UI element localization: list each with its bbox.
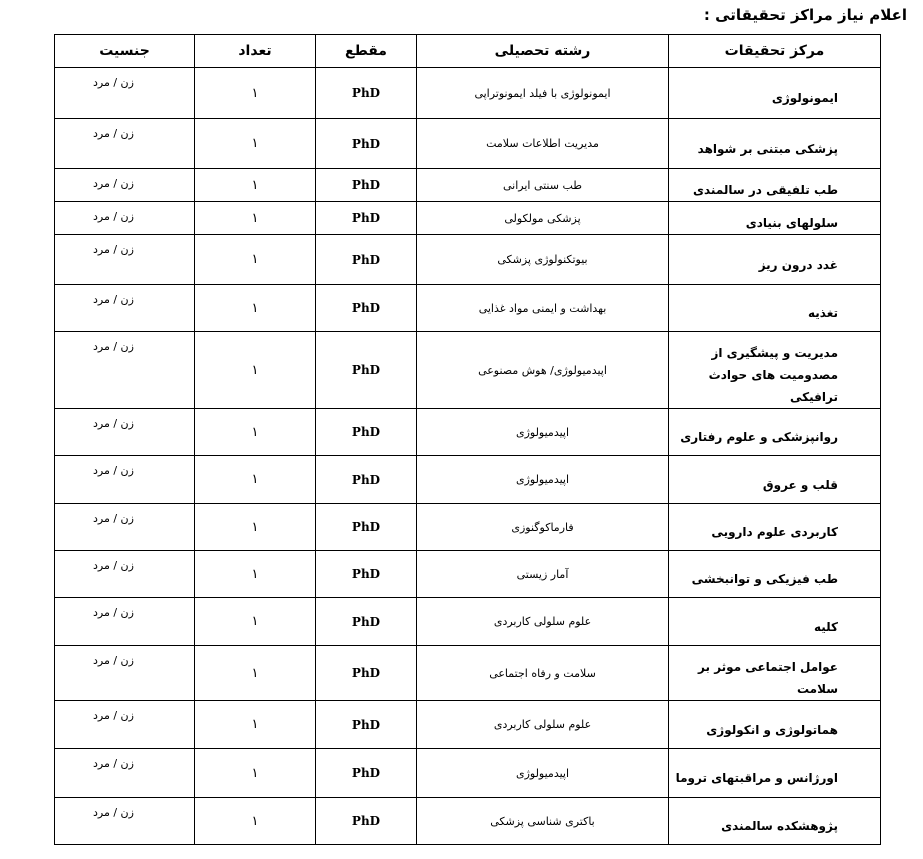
cell-degree — [316, 504, 417, 551]
cell-gender-text: زن / مرد — [93, 177, 134, 190]
cell-gender — [55, 701, 195, 749]
cell-field — [417, 646, 669, 701]
cell-degree-text: PhD — [351, 472, 381, 487]
cell-field — [417, 456, 669, 504]
cell-gender-text: زن / مرد — [93, 806, 134, 819]
cell-count-text: ۱ — [251, 252, 259, 267]
cell-count — [195, 701, 316, 749]
cell-degree-text: PhD — [351, 86, 381, 100]
cell-degree-text: PhD — [351, 178, 381, 192]
cell-field-text: ایمونولوژی با فیلد ایمونوتراپی — [474, 86, 611, 100]
cell-center — [669, 646, 881, 701]
cell-count — [195, 551, 316, 598]
cell-field — [417, 119, 669, 169]
table-row — [55, 68, 881, 119]
cell-center-text: ایمونولوژی — [771, 91, 838, 105]
cell-count — [195, 646, 316, 701]
cell-count-text: ۱ — [251, 665, 259, 681]
cell-count-text: ۱ — [251, 362, 259, 378]
cell-count-text: ۱ — [251, 519, 259, 535]
cell-center — [669, 749, 881, 798]
cell-degree-text: PhD — [351, 301, 381, 315]
cell-center-text: پزشکی مبتنی بر شواهد — [697, 141, 838, 156]
cell-gender-text: زن / مرد — [93, 243, 134, 256]
cell-gender-text: زن / مرد — [93, 654, 134, 667]
cell-field-text: اپیدمیولوژی — [515, 766, 570, 780]
cell-count-text: ۱ — [251, 210, 259, 226]
cell-gender-text: زن / مرد — [93, 417, 134, 430]
cell-degree — [316, 646, 417, 701]
cell-field — [417, 701, 669, 749]
cell-gender — [55, 169, 195, 202]
cell-gender — [55, 749, 195, 798]
cell-degree — [316, 598, 417, 646]
cell-count-text: ۱ — [251, 765, 259, 781]
table-row — [55, 119, 881, 169]
cell-field-text: اپیدمیولوژی — [515, 425, 570, 439]
cell-gender-text: زن / مرد — [93, 76, 134, 89]
cell-count-text: ۱ — [251, 813, 259, 829]
cell-degree — [316, 701, 417, 749]
table-row — [55, 798, 881, 845]
cell-degree — [316, 285, 417, 332]
cell-count-text: ۱ — [251, 566, 259, 582]
cell-field — [417, 598, 669, 646]
header-field: رشته تحصیلی — [417, 35, 669, 68]
header-center: مرکز تحقیقات — [669, 35, 881, 68]
page-title: اعلام نیاز مراکز تحقیقاتی : — [703, 6, 907, 24]
cell-center — [669, 119, 881, 169]
cell-center-text: طب فیزیکی و توانبخشی — [691, 572, 838, 586]
cell-field-text: مدیریت اطلاعات سلامت — [486, 137, 599, 150]
cell-count-text: ۱ — [251, 177, 259, 193]
cell-count-text: ۱ — [251, 614, 259, 629]
cell-gender-text: زن / مرد — [93, 757, 134, 770]
cell-gender-text: زن / مرد — [93, 340, 134, 353]
cell-field-text: باکتری شناسی پزشکی — [490, 814, 595, 828]
cell-gender — [55, 409, 195, 456]
cell-field-text: علوم سلولی کاربردی — [493, 718, 592, 731]
header-degree: مقطع — [316, 35, 417, 68]
cell-degree — [316, 551, 417, 598]
cell-center-text: قلب و عروق — [762, 477, 838, 492]
cell-degree-text: PhD — [351, 363, 381, 377]
cell-degree — [316, 456, 417, 504]
table-row — [55, 646, 881, 701]
cell-gender — [55, 798, 195, 845]
cell-count — [195, 456, 316, 504]
cell-count — [195, 749, 316, 798]
cell-count — [195, 169, 316, 202]
cell-field-text: سلامت و رفاه اجتماعی — [489, 666, 596, 680]
cell-field-text: علوم سلولی کاربردی — [493, 615, 592, 628]
cell-field-text: طب سنتی ایرانی — [502, 178, 583, 192]
table-body — [55, 68, 881, 845]
cell-count-text: ۱ — [251, 136, 259, 151]
cell-degree — [316, 749, 417, 798]
table-row — [55, 409, 881, 456]
cell-degree-text: PhD — [351, 666, 381, 680]
cell-center-text: کاربردی علوم دارویی — [711, 525, 838, 539]
cell-field-text: بهداشت و ایمنی مواد غذایی — [478, 301, 607, 315]
cell-degree — [316, 332, 417, 409]
cell-degree-text: PhD — [351, 766, 381, 780]
cell-field — [417, 798, 669, 845]
cell-gender — [55, 332, 195, 409]
cell-degree — [316, 68, 417, 119]
cell-field-text: اپیدمیولوژی/ هوش مصنوعی — [478, 363, 607, 377]
cell-center — [669, 551, 881, 598]
cell-center-text: مدیریت و پیشگیری از مصدومیت های حوادث ترافیکی — [708, 346, 838, 404]
cell-field — [417, 202, 669, 235]
cell-count-text: ۱ — [251, 717, 259, 732]
cell-gender — [55, 235, 195, 285]
cell-center-text: غدد درون ریز — [758, 257, 838, 272]
cell-degree-text: PhD — [351, 136, 381, 151]
cell-field — [417, 504, 669, 551]
cell-gender-text: زن / مرد — [93, 127, 134, 140]
table-header-row — [55, 35, 881, 68]
cell-field — [417, 551, 669, 598]
cell-field-text: فارماکوگنوزی — [511, 520, 574, 534]
table-row — [55, 456, 881, 504]
cell-field — [417, 169, 669, 202]
cell-count — [195, 202, 316, 235]
cell-center-text: کلیه — [813, 619, 838, 634]
cell-center-text: پژوهشکده سالمندی — [721, 819, 838, 833]
cell-degree-text: PhD — [351, 614, 381, 629]
table-row — [55, 235, 881, 285]
cell-gender — [55, 119, 195, 169]
cell-count — [195, 504, 316, 551]
cell-center — [669, 456, 881, 504]
cell-count — [195, 332, 316, 409]
cell-field — [417, 285, 669, 332]
cell-gender — [55, 285, 195, 332]
cell-degree-text: PhD — [351, 211, 381, 225]
cell-gender — [55, 646, 195, 701]
cell-gender — [55, 68, 195, 119]
cell-center — [669, 68, 881, 119]
cell-center — [669, 332, 881, 409]
cell-gender-text: زن / مرد — [93, 512, 134, 525]
cell-gender-text: زن / مرد — [93, 293, 134, 306]
table-row — [55, 598, 881, 646]
cell-field-text: بیوتکنولوژی پزشکی — [497, 253, 588, 266]
cell-count — [195, 68, 316, 119]
table-row — [55, 504, 881, 551]
cell-count-text: ۱ — [251, 424, 259, 440]
cell-center — [669, 504, 881, 551]
cell-degree-text: PhD — [351, 717, 381, 732]
cell-gender — [55, 551, 195, 598]
cell-count-text: ۱ — [251, 85, 259, 101]
cell-center — [669, 202, 881, 235]
table-row — [55, 551, 881, 598]
cell-count — [195, 409, 316, 456]
cell-gender-text: زن / مرد — [93, 709, 134, 722]
header-gender: جنسیت — [55, 35, 195, 68]
cell-gender-text: زن / مرد — [93, 210, 134, 223]
header-count: تعداد — [195, 35, 316, 68]
cell-count — [195, 598, 316, 646]
cell-degree — [316, 169, 417, 202]
cell-center-text: طب تلفیقی در سالمندی — [692, 183, 838, 197]
cell-gender — [55, 504, 195, 551]
cell-center — [669, 701, 881, 749]
table-row — [55, 749, 881, 798]
cell-center — [669, 598, 881, 646]
research-needs-table — [54, 34, 881, 845]
cell-field — [417, 235, 669, 285]
cell-count — [195, 285, 316, 332]
cell-gender — [55, 456, 195, 504]
cell-center — [669, 409, 881, 456]
cell-center-text: هماتولوژی و انکولوژی — [706, 722, 838, 737]
cell-degree — [316, 119, 417, 169]
cell-field — [417, 68, 669, 119]
cell-center-text: روانپزشکی و علوم رفتاری — [680, 430, 838, 444]
cell-degree-text: PhD — [351, 520, 381, 534]
cell-gender-text: زن / مرد — [93, 559, 134, 572]
cell-field — [417, 409, 669, 456]
cell-field-text: پزشکی مولکولی — [504, 211, 581, 225]
cell-degree-text: PhD — [351, 252, 381, 267]
cell-gender-text: زن / مرد — [93, 464, 134, 477]
table-row — [55, 285, 881, 332]
cell-count-text: ۱ — [251, 472, 259, 487]
cell-center-text: اورژانس و مراقبتهای تروما — [675, 771, 838, 785]
cell-degree — [316, 202, 417, 235]
cell-degree-text: PhD — [351, 425, 381, 439]
cell-count — [195, 798, 316, 845]
cell-degree — [316, 409, 417, 456]
cell-degree — [316, 798, 417, 845]
cell-center-text: سلولهای بنیادی — [745, 216, 838, 230]
cell-count — [195, 119, 316, 169]
cell-center-text: عوامل اجتماعی موثر بر سلامت — [698, 660, 838, 696]
table-row — [55, 332, 881, 409]
cell-center — [669, 798, 881, 845]
table-row — [55, 169, 881, 202]
table-row — [55, 701, 881, 749]
cell-field-text: آمار زیستی — [516, 567, 569, 581]
cell-gender — [55, 598, 195, 646]
cell-degree — [316, 235, 417, 285]
cell-count-text: ۱ — [251, 300, 259, 316]
cell-count — [195, 235, 316, 285]
cell-field-text: اپیدمیولوژی — [515, 473, 570, 486]
cell-field — [417, 749, 669, 798]
table-row — [55, 202, 881, 235]
cell-center — [669, 235, 881, 285]
cell-center — [669, 169, 881, 202]
cell-field — [417, 332, 669, 409]
cell-gender — [55, 202, 195, 235]
cell-degree-text: PhD — [351, 814, 381, 828]
cell-gender-text: زن / مرد — [93, 606, 134, 619]
cell-degree-text: PhD — [351, 567, 381, 581]
cell-center-text: تغذیه — [808, 306, 838, 320]
cell-center — [669, 285, 881, 332]
